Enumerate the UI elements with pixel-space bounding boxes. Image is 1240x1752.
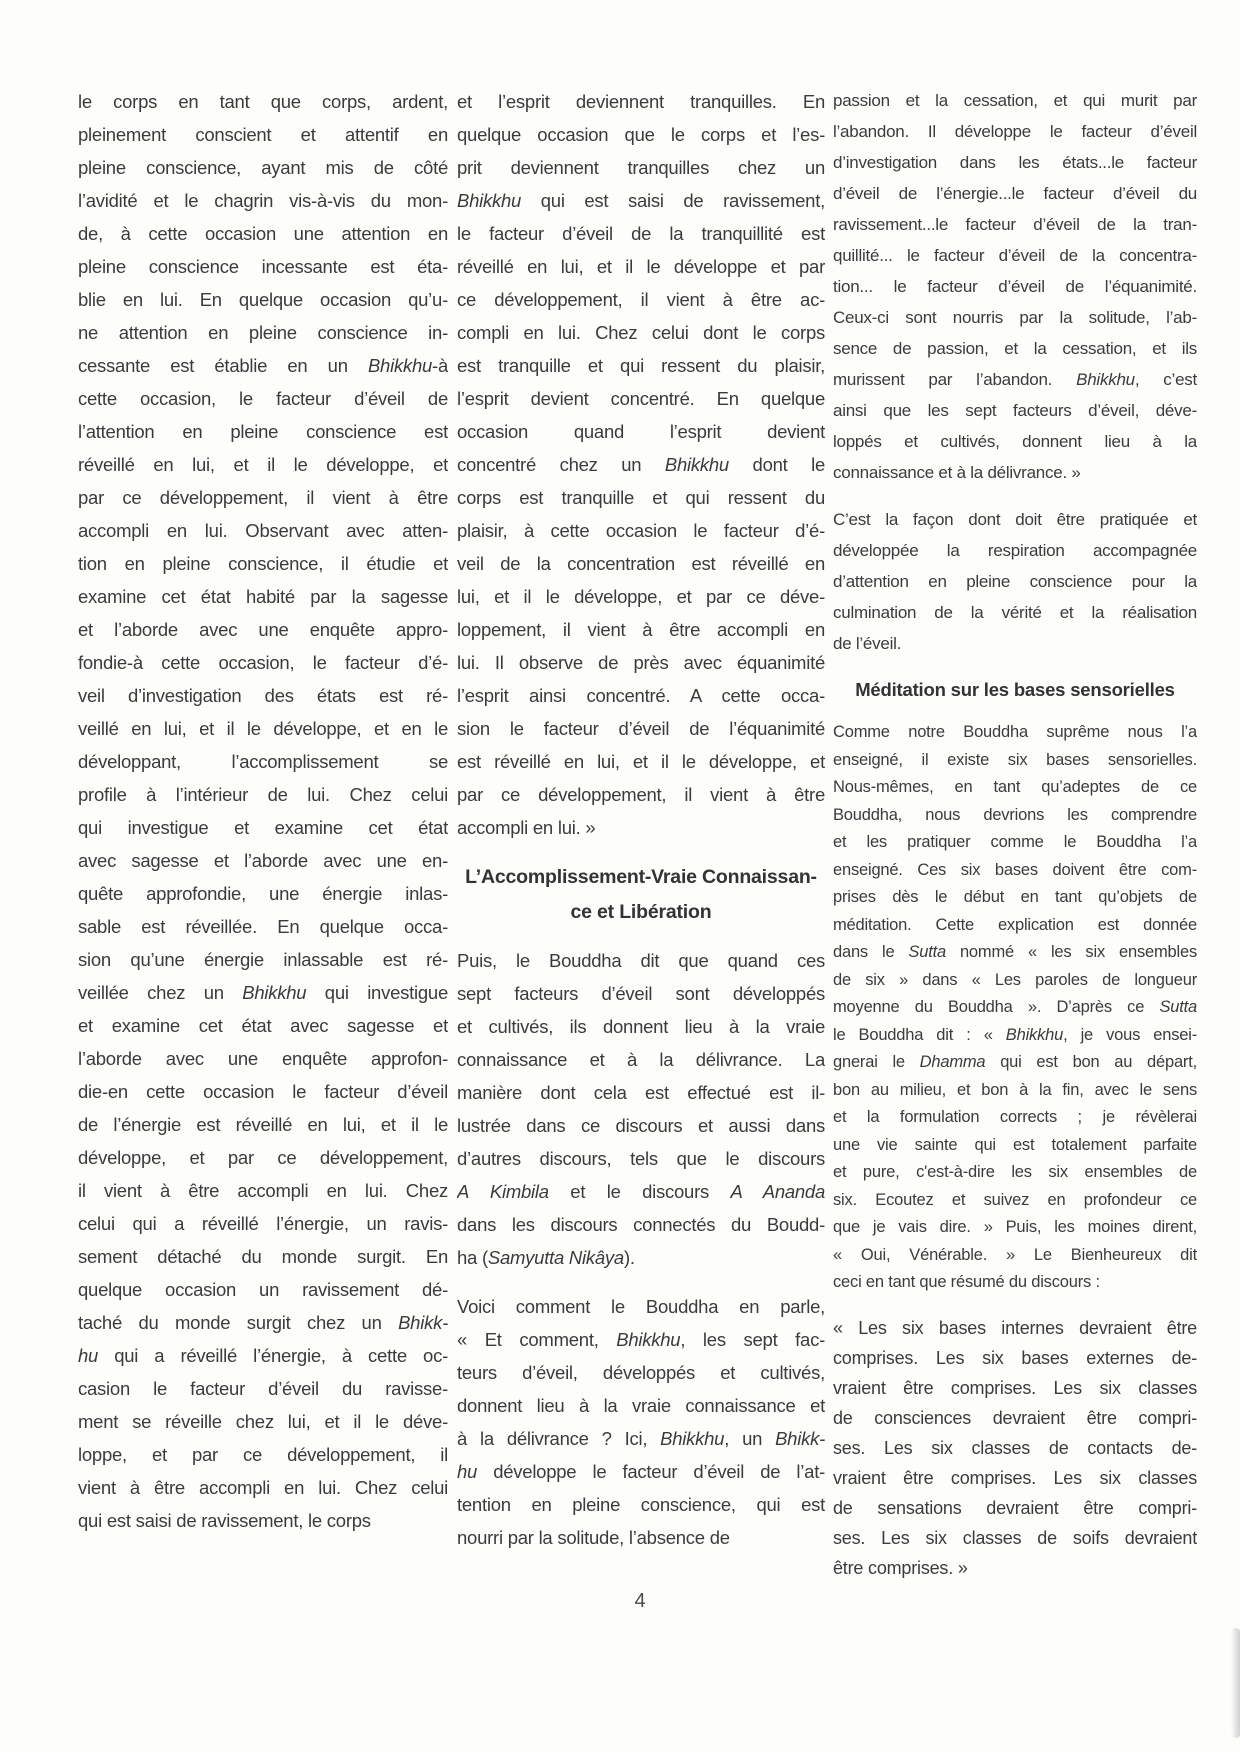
text-line: L’Accomplissement-Vraie Connaissan- [465, 866, 817, 888]
text-line: corps est tranquille et qui ressent du [457, 487, 825, 508]
text-line: veillée chez un Bhikkhu qui investigue [78, 982, 448, 1003]
text-line: de consciences devraient être compri- [833, 1407, 1197, 1428]
text-line: plaisir, à cette occasion le facteur d’é- [457, 520, 825, 541]
text-line: l’esprit devient concentré. En quelque [457, 388, 825, 409]
text-line: passion et la cessation, et qui murit par [833, 91, 1197, 110]
text-line: nourri par la solitude, l’absence de [457, 1527, 730, 1548]
text-line: développée la respiration accompagnée [833, 541, 1197, 560]
text-line: concentré chez un Bhikkhu dont le [457, 454, 825, 475]
paragraph [457, 1290, 825, 1554]
text-line: développe, et par ce développement, [78, 1147, 448, 1168]
text-line: et la formulation corrects ; je révèlerai [833, 1108, 1197, 1126]
text-line: accompli en lui. Observant avec atten- [78, 520, 448, 541]
text-line: Méditation sur les bases sensorielles [855, 679, 1175, 700]
text-line: prises dès le début en tant qu’objets de [833, 888, 1197, 906]
scan-artifact-smudge [1231, 1628, 1240, 1738]
text-line: quelque occasion que le corps et l’es- [457, 124, 825, 145]
text-line: loppement, il vient à être accompli en [457, 619, 825, 640]
text-line: l’abandon. Il développe le facteur d’éveil [833, 122, 1197, 141]
text-line: veil de la concentration est réveillé en [457, 553, 825, 574]
text-line: taché du monde surgit chez un Bhikk- [78, 1312, 448, 1333]
text-line: l’avidité et le chagrin vis-à-vis du mon- [78, 190, 448, 211]
text-line: pleinement conscient et attentif en [78, 124, 448, 145]
text-line: quelque occasion un ravissement dé- [78, 1279, 448, 1300]
text-line: Comme notre Bouddha suprême nous l’a [833, 723, 1197, 741]
text-line: bon au milieu, et bon à la fin, avec le sens [833, 1080, 1197, 1099]
text-line: méditation. Cette explication est donnée [833, 915, 1197, 934]
text-line: est tranquille et qui ressent du plaisir, [457, 355, 825, 376]
text-line: est réveillé en lui, et il le développe, et [457, 751, 825, 772]
text-line: de l’énergie est réveillé en lui, et il le [78, 1114, 448, 1135]
paragraph [457, 944, 825, 1274]
text-line: occasion quand l’esprit devient [457, 421, 825, 442]
text-line: ceci en tant que résumé du discours : [833, 1273, 1100, 1291]
text-line: tion... le facteur d’éveil de l’équanimité. [833, 277, 1197, 296]
text-line: avec sagesse et l’aborde avec une en- [78, 850, 448, 871]
text-line: vraient être comprises. Les six classes [833, 1467, 1197, 1488]
text-line: réveillé en lui, et il le développe, et [78, 454, 448, 475]
text-line: l’aborde avec une enquête approfon- [78, 1048, 448, 1069]
section-heading [457, 860, 825, 930]
text-line: il vient à être accompli en lui. Chez [78, 1180, 448, 1201]
text-line: compli en lui. Chez celui dont le corps [457, 322, 825, 343]
text-line: quillité... le facteur d’éveil de la concentra- [833, 246, 1197, 265]
text-line: réveillé en lui, et il le développe et par [457, 256, 825, 277]
text-line: de, à cette occasion une attention en [78, 223, 448, 244]
text-line: moyenne du Bouddha ». D’après ce Sutta [833, 998, 1197, 1016]
text-line: le Bouddha dit : « Bhikkhu, je vous ensei- [833, 1025, 1197, 1044]
text-line: ha (Samyutta Nikâya). [457, 1247, 635, 1268]
text-line: ravissement...le facteur d’éveil de la tran- [833, 215, 1197, 234]
text-line: quête approfondie, une énergie inlas- [78, 883, 448, 904]
text-line: pleine conscience incessante est éta- [78, 256, 448, 277]
text-line: le corps en tant que corps, ardent, [78, 91, 448, 112]
text-line: culmination de la vérité et la réalisation [833, 603, 1197, 622]
text-line: et cultivés, ils donnent lieu à la vraie [457, 1016, 825, 1037]
text-line: cette occasion, le facteur d’éveil de [78, 388, 448, 409]
text-line: sable est réveillée. En quelque occa- [78, 916, 448, 937]
text-line: veil d’investigation des états est ré- [78, 685, 448, 706]
text-line: dans le Sutta nommé « les six ensembles [833, 943, 1197, 961]
text-line: comprises. Les six bases externes de- [833, 1347, 1197, 1368]
text-line: celui qui a réveillé l’énergie, un ravis- [78, 1213, 448, 1234]
text-line: pleine conscience, ayant mis de côté [78, 157, 448, 178]
text-line: être comprises. » [833, 1557, 968, 1578]
text-line: ses. Les six classes de soifs devraient [833, 1527, 1197, 1548]
text-line: Ceux-ci sont nourris par la solitude, l’ab- [833, 308, 1197, 327]
text-line: ainsi que les sept facteurs d’éveil, déve- [833, 401, 1197, 420]
text-line: vraient être comprises. Les six classes [833, 1377, 1197, 1398]
text-line: d’investigation dans les états...le facteur [833, 153, 1197, 172]
text-line: une vie sainte qui est totalement parfaite [833, 1135, 1197, 1154]
text-line: Voici comment le Bouddha en parle, [457, 1296, 825, 1317]
text-line: qui investigue et examine cet état [78, 817, 448, 838]
text-line: profile à l’intérieur de lui. Chez celui [78, 784, 448, 805]
column-1 [78, 85, 448, 1537]
text-line: blie en lui. En quelque occasion qu’u- [78, 289, 448, 310]
column-2 [457, 85, 825, 1554]
text-line: examine cet état habité par la sagesse [78, 586, 448, 607]
text-line: connaissance et à la délivrance. » [833, 463, 1081, 482]
text-line: hu développe le facteur d’éveil de l’at- [457, 1461, 825, 1482]
paragraph [833, 1313, 1197, 1583]
text-line: d’autres discours, tels que le discours [457, 1148, 825, 1169]
text-line: sion qu’une énergie inlassable est ré- [78, 949, 448, 970]
text-line: et l’esprit deviennent tranquilles. En [457, 91, 825, 112]
text-line: par ce développement, il vient à être [457, 784, 825, 805]
text-line: sement détaché du monde surgit. En [78, 1246, 448, 1267]
text-line: de sensations devraient être compri- [833, 1497, 1197, 1518]
text-line: vient à être accompli en lui. Chez celui [78, 1477, 448, 1498]
paragraph [833, 719, 1197, 1297]
text-line: fondie-à cette occasion, le facteur d’é- [78, 652, 448, 673]
text-line: Bhikkhu qui est saisi de ravissement, [457, 190, 825, 211]
text-line: ce et Libération [570, 901, 712, 923]
text-line: prit deviennent tranquilles chez un [457, 157, 825, 178]
text-line: loppe, et par ce développement, il [78, 1444, 448, 1465]
text-line: accompli en lui. » [457, 817, 596, 838]
text-line: enseigné, il existe six bases sensorielles. [833, 750, 1197, 769]
text-line: qui est saisi de ravissement, le corps [78, 1510, 371, 1531]
text-line: manière dont cela est effectué est il- [457, 1082, 825, 1103]
text-line: six. Ecoutez et suivez en profondeur ce [833, 1190, 1197, 1209]
text-line: ne attention en pleine conscience in- [78, 322, 448, 343]
text-line: de six » dans « Les paroles de longueur [833, 970, 1197, 989]
text-line: et pure, c'est-à-dire les six ensembles de [833, 1163, 1197, 1181]
text-line: sion le facteur d’éveil de l’équanimité [457, 718, 825, 739]
text-line: dans les discours connectés du Boudd- [457, 1214, 825, 1235]
page-number: 4 [634, 1590, 646, 1612]
text-line: gnerai le Dhamma qui est bon au départ, [833, 1053, 1197, 1071]
paragraph [833, 85, 1197, 488]
text-line: Puis, le Bouddha dit que quand ces [457, 950, 825, 971]
paragraph [833, 504, 1197, 659]
text-line: « Et comment, Bhikkhu, les sept fac- [457, 1329, 825, 1350]
text-line: développant, l’accomplissement se [78, 751, 448, 772]
paragraph [78, 85, 448, 1537]
text-line: et l’aborde avec une enquête appro- [78, 619, 448, 640]
text-line: que je vais dire. » Puis, les moines dirent, [833, 1218, 1197, 1236]
text-line: Bouddha, nous devrions les comprendre [833, 805, 1197, 824]
text-line: de l’éveil. [833, 634, 902, 653]
text-line: « Les six bases internes devraient être [833, 1317, 1197, 1338]
text-line: lustrée dans ce discours et aussi dans [457, 1115, 825, 1136]
text-line: Nous-mêmes, en tant qu’adeptes de ce [833, 778, 1197, 796]
text-line: veillé en lui, et il le développe, et en le [78, 718, 448, 739]
text-line: connaissance et à la délivrance. La [457, 1049, 825, 1070]
section-heading [833, 675, 1197, 705]
text-line: loppés et cultivés, donnent lieu à la [833, 432, 1197, 451]
text-line: ce développement, il vient à être ac- [457, 289, 825, 310]
text-line: sept facteurs d’éveil sont développés [457, 983, 825, 1004]
text-line: par ce développement, il vient à être [78, 487, 448, 508]
text-line: lui, et il le développe, et par ce déve- [457, 586, 825, 607]
text-line: cessante est établie en un Bhikkhu-à [78, 355, 448, 376]
text-line: casion le facteur d’éveil du ravisse- [78, 1378, 448, 1399]
text-line: l’attention en pleine conscience est [78, 421, 448, 442]
column-3 [833, 85, 1197, 1583]
text-line: d’attention en pleine conscience pour la [833, 572, 1197, 591]
text-line: donnent lieu à la vraie connaissance et [457, 1395, 825, 1416]
text-line: sence de passion, et la cessation, et ils [833, 339, 1197, 358]
text-line: teurs d’éveil, développés et cultivés, [457, 1362, 825, 1383]
text-line: die-en cette occasion le facteur d’éveil [78, 1081, 448, 1102]
text-line: le facteur d’éveil de la tranquillité est [457, 223, 825, 244]
text-line: ses. Les six classes de contacts de- [833, 1437, 1197, 1458]
text-line: « Oui, Vénérable. » Le Bienheureux dit [833, 1245, 1197, 1264]
text-line: et examine cet état avec sagesse et [78, 1015, 448, 1036]
text-line: lui. Il observe de près avec équanimité [457, 652, 825, 673]
text-line: murissent par l’abandon. Bhikkhu, c’est [833, 370, 1197, 389]
text-line: C’est la façon dont doit être pratiquée et [833, 510, 1197, 529]
text-line: l’esprit ainsi concentré. A cette occa- [457, 685, 825, 706]
text-line: hu qui a réveillé l’énergie, à cette oc- [78, 1345, 448, 1366]
text-line: d’éveil de l’énergie...le facteur d’éveil du [833, 184, 1197, 203]
paragraph [457, 85, 825, 844]
text-line: et les pratiquer comme le Bouddha l’a [833, 833, 1197, 851]
text-line: tion en pleine conscience, il étudie et [78, 553, 448, 574]
text-line: tention en pleine conscience, qui est [457, 1494, 825, 1515]
text-line: enseigné. Ces six bases doivent être com- [833, 860, 1197, 879]
text-line: A Kimbila et le discours A Ananda [457, 1181, 825, 1202]
text-line: ment se réveille chez lui, et il le déve- [78, 1411, 448, 1432]
text-line: à la délivrance ? Ici, Bhikkhu, un Bhikk- [457, 1428, 825, 1449]
